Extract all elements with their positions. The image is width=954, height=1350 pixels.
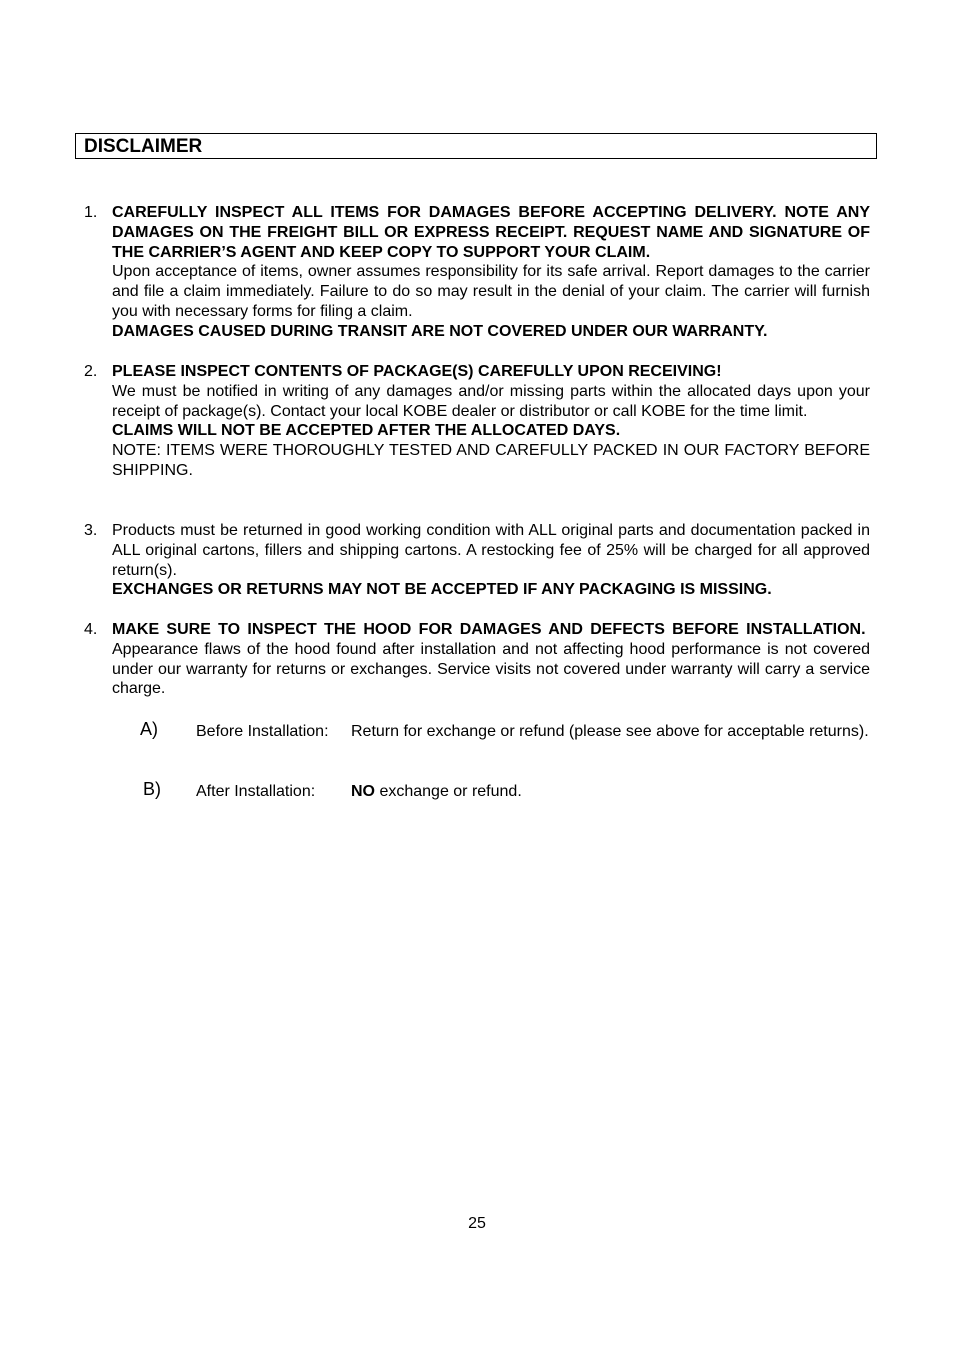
item-text: Appearance flaws of the hood found after installation and not affecting hood performance is not covered under our warranty for returns or exchanges. Service visits not covered under warranty will carry a service charge. [112, 640, 870, 698]
item-text: Upon acceptance of items, owner assumes responsibility for its safe arrival. Report damages to the carrier and file a claim immediately. Failure to do so may result in the denial of your claim. The carrier will furnish you with necessary forms for filing a claim. [112, 263, 870, 320]
disclaimer-item-2 [84, 362, 870, 481]
item-bold-lead: PLEASE INSPECT CONTENTS OF PACKAGE(S) CAREFULLY UPON RECEIVING! [112, 363, 722, 380]
disclaimer-item-1 [84, 203, 870, 342]
sub-item-a-text [351, 722, 869, 742]
item-number: 2. [84, 363, 98, 380]
item-text: Products must be returned in good working condition with ALL original parts and documentation packed in ALL original cartons, fillers and shipping cartons. A restocking fee of 25% will be charged for all approved return(s). [112, 522, 870, 579]
section-title-box [75, 133, 877, 159]
section-title: DISCLAIMER [84, 136, 203, 157]
sub-item-letter: B) [143, 779, 161, 799]
item-number: 4. [84, 621, 98, 638]
item-number: 3. [84, 522, 98, 539]
item-bold-lead: CAREFULLY INSPECT ALL ITEMS FOR DAMAGES BEFORE ACCEPTING DELIVERY. NOTE ANY DAMAGES ON THE FREIGHT BILL OR EXPRESS RECEIPT. REQUEST NAME AND SIGNATURE OF THE CARRIER’S AGENT AND KEEP COPY TO SUPPORT YOUR CLAIM. [112, 204, 870, 261]
sub-item-b-label: After Installation: [196, 783, 316, 800]
sub-item-a-letter-wrap [140, 720, 158, 741]
disclaimer-item-3 [84, 521, 870, 600]
sub-item-description: Return for exchange or refund (please see above for acceptable returns). [351, 723, 869, 740]
item-text: We must be notified in writing of any damages and/or missing parts within the allocated days upon your receipt of package(s). Contact your local KOBE dealer or distributor or call KOBE for the time limit. [112, 382, 870, 420]
sub-item-description: exchange or refund. [375, 783, 522, 800]
sub-item-b-text [351, 782, 522, 802]
sub-item-bold: NO [351, 783, 375, 800]
sub-item-a-label: Before Installation: [196, 723, 329, 740]
item-bold-tail: CLAIMS WILL NOT BE ACCEPTED AFTER THE ALLOCATED DAYS. [112, 422, 621, 440]
item-bold-tail: EXCHANGES OR RETURNS MAY NOT BE ACCEPTED IF ANY PACKAGING IS MISSING. [112, 581, 772, 599]
item-number: 1. [84, 204, 98, 221]
item-bold-tail: DAMAGES CAUSED DURING TRANSIT ARE NOT COVERED UNDER OUR WARRANTY. [112, 322, 768, 340]
sub-item-b-letter-wrap [143, 780, 161, 801]
disclaimer-item-4 [84, 620, 870, 699]
item-bold-lead: MAKE SURE TO INSPECT THE HOOD FOR DAMAGES AND DEFECTS BEFORE INSTALLATION. [112, 621, 866, 638]
item-note: NOTE: ITEMS WERE THOROUGHLY TESTED AND CAREFULLY PACKED IN OUR FACTORY BEFORE SHIPPING. [112, 442, 870, 479]
sub-item-letter: A) [140, 719, 158, 739]
page-number: 25 [468, 1215, 486, 1232]
